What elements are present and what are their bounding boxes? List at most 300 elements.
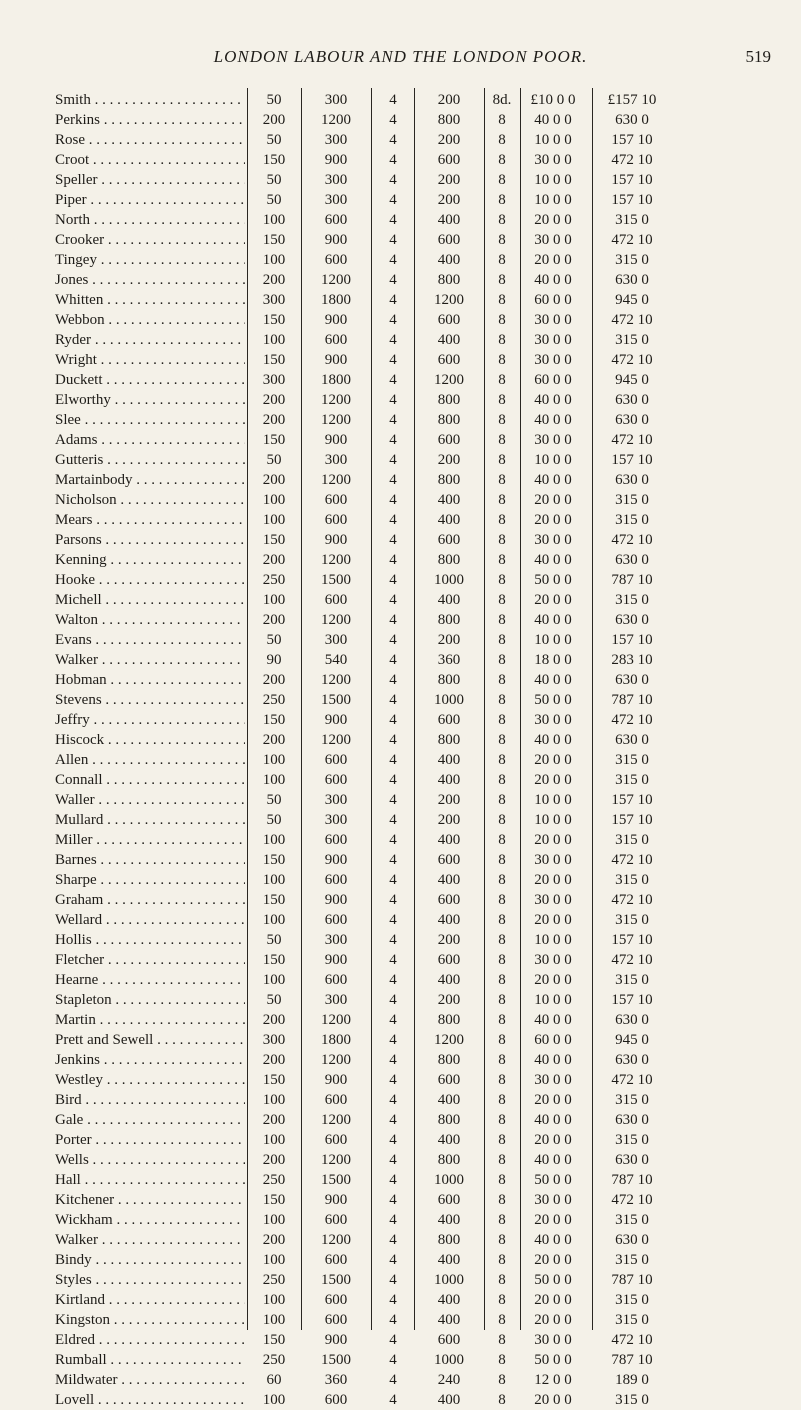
- rate-cell: 4: [389, 412, 397, 428]
- price-cell: 8: [498, 1272, 506, 1288]
- count-cell: 200: [262, 392, 286, 408]
- sum-cell: 20 0 0: [534, 1132, 572, 1148]
- quantity-cell: 1500: [321, 1272, 351, 1288]
- count-cell: 50: [266, 132, 282, 148]
- table-row: [0, 850, 801, 870]
- count-cell: 100: [262, 1292, 286, 1308]
- table-row: [0, 230, 801, 250]
- table-row: [0, 990, 801, 1010]
- sum-cell: 20 0 0: [534, 252, 572, 268]
- price-cell: 8: [498, 292, 506, 308]
- count-cell: 50: [266, 632, 282, 648]
- count-cell: 100: [262, 1252, 286, 1268]
- total-cell: 157 10: [611, 452, 653, 468]
- name-cell: Barnes . . .: [55, 850, 245, 870]
- sum-cell: 20 0 0: [534, 212, 572, 228]
- count-cell: 150: [262, 952, 286, 968]
- total-cell: 630 0: [615, 412, 649, 428]
- quantity-cell: 300: [324, 792, 348, 808]
- price-cell: 8: [498, 552, 506, 568]
- table-row: [0, 830, 801, 850]
- total-cell: 945 0: [615, 1032, 649, 1048]
- table-row: [0, 870, 801, 890]
- name-cell: Eldred . . .: [55, 1330, 245, 1350]
- sum-cell: 30 0 0: [534, 232, 572, 248]
- sum-cell: 40 0 0: [534, 732, 572, 748]
- price-cell: 8: [498, 792, 506, 808]
- amount-cell: 800: [437, 672, 461, 688]
- name-cell: Michell . . .: [55, 590, 245, 610]
- table-row: [0, 550, 801, 570]
- total-cell: 157 10: [611, 172, 653, 188]
- price-cell: 8: [498, 1312, 506, 1328]
- name-cell: Waller . . .: [55, 790, 245, 810]
- sum-cell: 40 0 0: [534, 1052, 572, 1068]
- rate-cell: 4: [389, 892, 397, 908]
- price-cell: 8: [498, 892, 506, 908]
- quantity-cell: 300: [324, 992, 348, 1008]
- rate-cell: 4: [389, 432, 397, 448]
- rate-cell: 4: [389, 1252, 397, 1268]
- quantity-cell: 600: [324, 592, 348, 608]
- count-cell: 150: [262, 152, 286, 168]
- sum-cell: 30 0 0: [534, 432, 572, 448]
- count-cell: 100: [262, 592, 286, 608]
- price-cell: 8: [498, 632, 506, 648]
- table-row: [0, 510, 801, 530]
- count-cell: 200: [262, 732, 286, 748]
- count-cell: 200: [262, 1232, 286, 1248]
- name-cell: Walker . . .: [55, 650, 245, 670]
- name-cell: Crooker . . .: [55, 230, 245, 250]
- quantity-cell: 1200: [321, 732, 351, 748]
- name-cell: Connall . . .: [55, 770, 245, 790]
- table-row: [0, 930, 801, 950]
- count-cell: 150: [262, 532, 286, 548]
- sum-cell: 30 0 0: [534, 1192, 572, 1208]
- count-cell: 150: [262, 432, 286, 448]
- sum-cell: 30 0 0: [534, 352, 572, 368]
- amount-cell: 600: [437, 232, 461, 248]
- name-cell: Styles . . .: [55, 1270, 245, 1290]
- total-cell: 315 0: [615, 972, 649, 988]
- count-cell: 250: [262, 1272, 286, 1288]
- name-cell: Piper . . .: [55, 190, 245, 210]
- count-cell: 100: [262, 492, 286, 508]
- count-cell: 200: [262, 552, 286, 568]
- amount-cell: 200: [437, 812, 461, 828]
- table-row: [0, 1070, 801, 1090]
- sum-cell: 30 0 0: [534, 1332, 572, 1348]
- table-row: [0, 450, 801, 470]
- price-cell: 8: [498, 932, 506, 948]
- quantity-cell: 1500: [321, 692, 351, 708]
- table-row: [0, 1090, 801, 1110]
- price-cell: 8: [498, 1232, 506, 1248]
- price-cell: 8: [498, 832, 506, 848]
- rate-cell: 4: [389, 312, 397, 328]
- count-cell: 50: [266, 812, 282, 828]
- quantity-cell: 600: [324, 492, 348, 508]
- rate-cell: 4: [389, 332, 397, 348]
- sum-cell: 30 0 0: [534, 952, 572, 968]
- sum-cell: 30 0 0: [534, 152, 572, 168]
- name-cell: Kirtland . . .: [55, 1290, 245, 1310]
- price-cell: 8: [498, 272, 506, 288]
- amount-cell: 200: [437, 192, 461, 208]
- amount-cell: 600: [437, 312, 461, 328]
- sum-cell: 10 0 0: [534, 632, 572, 648]
- quantity-cell: 1800: [321, 292, 351, 308]
- sum-cell: 50 0 0: [534, 1272, 572, 1288]
- rate-cell: 4: [389, 1152, 397, 1168]
- amount-cell: 400: [437, 492, 461, 508]
- amount-cell: 400: [437, 592, 461, 608]
- quantity-cell: 600: [324, 832, 348, 848]
- name-cell: Gale . . .: [55, 1110, 245, 1130]
- total-cell: 630 0: [615, 1112, 649, 1128]
- rate-cell: 4: [389, 752, 397, 768]
- count-cell: 200: [262, 412, 286, 428]
- amount-cell: 200: [437, 132, 461, 148]
- sum-cell: 40 0 0: [534, 1112, 572, 1128]
- price-cell: 8: [498, 1152, 506, 1168]
- name-cell: Porter . . .: [55, 1130, 245, 1150]
- total-cell: 630 0: [615, 392, 649, 408]
- sum-cell: 20 0 0: [534, 512, 572, 528]
- price-cell: 8: [498, 232, 506, 248]
- name-cell: Parsons . . .: [55, 530, 245, 550]
- count-cell: 100: [262, 752, 286, 768]
- rate-cell: 4: [389, 532, 397, 548]
- name-cell: Kenning . . .: [55, 550, 245, 570]
- count-cell: 300: [262, 1032, 286, 1048]
- count-cell: 250: [262, 572, 286, 588]
- amount-cell: 600: [437, 1072, 461, 1088]
- count-cell: 100: [262, 1212, 286, 1228]
- name-cell: Hollis . . .: [55, 930, 245, 950]
- amount-cell: 800: [437, 1152, 461, 1168]
- rate-cell: 4: [389, 92, 397, 108]
- rate-cell: 4: [389, 192, 397, 208]
- total-cell: 157 10: [611, 632, 653, 648]
- table-row: [0, 1310, 801, 1330]
- name-cell: Hooke . . .: [55, 570, 245, 590]
- table-row: [0, 1010, 801, 1030]
- price-cell: 8: [498, 472, 506, 488]
- name-cell: Martainbody . . .: [55, 470, 245, 490]
- quantity-cell: 1200: [321, 1112, 351, 1128]
- count-cell: 200: [262, 672, 286, 688]
- count-cell: 150: [262, 1192, 286, 1208]
- quantity-cell: 600: [324, 872, 348, 888]
- count-cell: 250: [262, 1352, 286, 1368]
- total-cell: 630 0: [615, 1152, 649, 1168]
- total-cell: 630 0: [615, 732, 649, 748]
- quantity-cell: 900: [324, 352, 348, 368]
- price-cell: 8: [498, 812, 506, 828]
- rate-cell: 4: [389, 972, 397, 988]
- rate-cell: 4: [389, 572, 397, 588]
- table-row: [0, 890, 801, 910]
- quantity-cell: 1500: [321, 1172, 351, 1188]
- quantity-cell: 300: [324, 192, 348, 208]
- quantity-cell: 600: [324, 212, 348, 228]
- amount-cell: 600: [437, 952, 461, 968]
- name-cell: Jenkins . . .: [55, 1050, 245, 1070]
- rate-cell: 4: [389, 792, 397, 808]
- amount-cell: 400: [437, 912, 461, 928]
- sum-cell: 10 0 0: [534, 792, 572, 808]
- sum-cell: 40 0 0: [534, 272, 572, 288]
- total-cell: 945 0: [615, 372, 649, 388]
- count-cell: 200: [262, 1052, 286, 1068]
- total-cell: 315 0: [615, 1212, 649, 1228]
- count-cell: 150: [262, 712, 286, 728]
- quantity-cell: 900: [324, 532, 348, 548]
- name-cell: Ryder . . .: [55, 330, 245, 350]
- quantity-cell: 600: [324, 1132, 348, 1148]
- sum-cell: 10 0 0: [534, 132, 572, 148]
- count-cell: 90: [266, 652, 282, 668]
- table-row: [0, 130, 801, 150]
- rate-cell: 4: [389, 252, 397, 268]
- sum-cell: 20 0 0: [534, 1292, 572, 1308]
- name-cell: Wells . . .: [55, 1150, 245, 1170]
- sum-cell: 30 0 0: [534, 532, 572, 548]
- name-cell: Stapleton . . .: [55, 990, 245, 1010]
- amount-cell: 800: [437, 412, 461, 428]
- count-cell: 100: [262, 252, 286, 268]
- price-cell: 8: [498, 452, 506, 468]
- amount-cell: 200: [437, 452, 461, 468]
- sum-cell: 30 0 0: [534, 312, 572, 328]
- sum-cell: 20 0 0: [534, 1312, 572, 1328]
- price-cell: 8: [498, 532, 506, 548]
- amount-cell: 200: [437, 992, 461, 1008]
- amount-cell: 800: [437, 1112, 461, 1128]
- rate-cell: 4: [389, 692, 397, 708]
- sum-cell: 20 0 0: [534, 872, 572, 888]
- quantity-cell: 300: [324, 812, 348, 828]
- name-cell: Sharpe . . .: [55, 870, 245, 890]
- table-row: [0, 1290, 801, 1310]
- sum-cell: 50 0 0: [534, 1352, 572, 1368]
- table-row: [0, 250, 801, 270]
- count-cell: 100: [262, 1132, 286, 1148]
- price-cell: 8d.: [492, 92, 512, 108]
- rate-cell: 4: [389, 452, 397, 468]
- table-row: [0, 1390, 801, 1410]
- rate-cell: 4: [389, 1292, 397, 1308]
- sum-cell: 20 0 0: [534, 1212, 572, 1228]
- rate-cell: 4: [389, 112, 397, 128]
- amount-cell: 600: [437, 352, 461, 368]
- rate-cell: 4: [389, 352, 397, 368]
- total-cell: 315 0: [615, 212, 649, 228]
- name-cell: Hobman . . .: [55, 670, 245, 690]
- count-cell: 100: [262, 872, 286, 888]
- rate-cell: 4: [389, 1352, 397, 1368]
- total-cell: 787 10: [611, 1172, 653, 1188]
- table-row: [0, 1370, 801, 1390]
- name-cell: Webbon . . .: [55, 310, 245, 330]
- quantity-cell: 1200: [321, 392, 351, 408]
- name-cell: Perkins . . .: [55, 110, 245, 130]
- quantity-cell: 300: [324, 932, 348, 948]
- total-cell: 472 10: [611, 712, 653, 728]
- quantity-cell: 600: [324, 1312, 348, 1328]
- total-cell: 472 10: [611, 1072, 653, 1088]
- sum-cell: 40 0 0: [534, 472, 572, 488]
- count-cell: 200: [262, 1112, 286, 1128]
- price-cell: 8: [498, 572, 506, 588]
- quantity-cell: 1200: [321, 112, 351, 128]
- total-cell: 315 0: [615, 332, 649, 348]
- name-cell: Hall . . .: [55, 1170, 245, 1190]
- rate-cell: 4: [389, 1192, 397, 1208]
- amount-cell: 600: [437, 532, 461, 548]
- price-cell: 8: [498, 612, 506, 628]
- total-cell: 630 0: [615, 112, 649, 128]
- rate-cell: 4: [389, 592, 397, 608]
- count-cell: 100: [262, 212, 286, 228]
- name-cell: Whitten . . .: [55, 290, 245, 310]
- amount-cell: 1000: [434, 572, 464, 588]
- table-row: [0, 490, 801, 510]
- name-cell: Westley . . .: [55, 1070, 245, 1090]
- amount-cell: 800: [437, 732, 461, 748]
- count-cell: 100: [262, 972, 286, 988]
- count-cell: 150: [262, 312, 286, 328]
- quantity-cell: 900: [324, 432, 348, 448]
- name-cell: Duckett . . .: [55, 370, 245, 390]
- count-cell: 300: [262, 292, 286, 308]
- count-cell: 100: [262, 1312, 286, 1328]
- amount-cell: 800: [437, 472, 461, 488]
- table-row: [0, 1130, 801, 1150]
- rate-cell: 4: [389, 1112, 397, 1128]
- name-cell: Walton . . .: [55, 610, 245, 630]
- price-cell: 8: [498, 852, 506, 868]
- name-cell: Wright . . .: [55, 350, 245, 370]
- count-cell: 150: [262, 352, 286, 368]
- table-row: [0, 750, 801, 770]
- name-cell: Lovell . . .: [55, 1390, 245, 1410]
- total-cell: 630 0: [615, 272, 649, 288]
- price-cell: 8: [498, 332, 506, 348]
- rate-cell: 4: [389, 992, 397, 1008]
- table-row: [0, 710, 801, 730]
- table-row: [0, 190, 801, 210]
- price-cell: 8: [498, 972, 506, 988]
- rate-cell: 4: [389, 1392, 397, 1408]
- name-cell: Hearne . . .: [55, 970, 245, 990]
- total-cell: 472 10: [611, 1192, 653, 1208]
- count-cell: 150: [262, 892, 286, 908]
- price-cell: 8: [498, 412, 506, 428]
- amount-cell: 400: [437, 972, 461, 988]
- name-cell: Graham . . .: [55, 890, 245, 910]
- rate-cell: 4: [389, 1232, 397, 1248]
- quantity-cell: 1500: [321, 1352, 351, 1368]
- total-cell: 315 0: [615, 1292, 649, 1308]
- price-cell: 8: [498, 1052, 506, 1068]
- total-cell: 315 0: [615, 1392, 649, 1408]
- count-cell: 200: [262, 472, 286, 488]
- count-cell: 100: [262, 1392, 286, 1408]
- total-cell: 787 10: [611, 1352, 653, 1368]
- rate-cell: 4: [389, 612, 397, 628]
- total-cell: 630 0: [615, 1012, 649, 1028]
- price-cell: 8: [498, 1392, 506, 1408]
- total-cell: 787 10: [611, 1272, 653, 1288]
- sum-cell: 10 0 0: [534, 452, 572, 468]
- total-cell: 315 0: [615, 492, 649, 508]
- table-row: [0, 210, 801, 230]
- sum-cell: 40 0 0: [534, 1152, 572, 1168]
- name-cell: Bird . . .: [55, 1090, 245, 1110]
- rate-cell: 4: [389, 732, 397, 748]
- rate-cell: 4: [389, 1332, 397, 1348]
- table-row: [0, 670, 801, 690]
- name-cell: Jeffry . . .: [55, 710, 245, 730]
- rate-cell: 4: [389, 712, 397, 728]
- amount-cell: 1000: [434, 692, 464, 708]
- count-cell: 250: [262, 692, 286, 708]
- price-cell: 8: [498, 992, 506, 1008]
- rate-cell: 4: [389, 1012, 397, 1028]
- price-cell: 8: [498, 752, 506, 768]
- total-cell: 630 0: [615, 472, 649, 488]
- price-cell: 8: [498, 132, 506, 148]
- quantity-cell: 900: [324, 1192, 348, 1208]
- total-cell: 157 10: [611, 192, 653, 208]
- sum-cell: 12 0 0: [534, 1372, 572, 1388]
- count-cell: 100: [262, 512, 286, 528]
- ledger-table: [0, 90, 801, 1410]
- rate-cell: 4: [389, 652, 397, 668]
- table-row: [0, 330, 801, 350]
- total-cell: 472 10: [611, 232, 653, 248]
- sum-cell: 40 0 0: [534, 112, 572, 128]
- price-cell: 8: [498, 692, 506, 708]
- price-cell: 8: [498, 1032, 506, 1048]
- total-cell: 630 0: [615, 552, 649, 568]
- price-cell: 8: [498, 1132, 506, 1148]
- table-row: [0, 630, 801, 650]
- count-cell: 250: [262, 1172, 286, 1188]
- table-row: [0, 530, 801, 550]
- table-row: [0, 1030, 801, 1050]
- rate-cell: 4: [389, 952, 397, 968]
- rate-cell: 4: [389, 372, 397, 388]
- amount-cell: 240: [437, 1372, 461, 1388]
- rate-cell: 4: [389, 392, 397, 408]
- table-row: [0, 1330, 801, 1350]
- name-cell: Adams . . .: [55, 430, 245, 450]
- amount-cell: 200: [437, 92, 461, 108]
- price-cell: 8: [498, 1092, 506, 1108]
- rate-cell: 4: [389, 172, 397, 188]
- amount-cell: 1000: [434, 1172, 464, 1188]
- total-cell: 472 10: [611, 312, 653, 328]
- price-cell: 8: [498, 872, 506, 888]
- sum-cell: 60 0 0: [534, 1032, 572, 1048]
- total-cell: 315 0: [615, 1312, 649, 1328]
- quantity-cell: 600: [324, 972, 348, 988]
- total-cell: 630 0: [615, 1232, 649, 1248]
